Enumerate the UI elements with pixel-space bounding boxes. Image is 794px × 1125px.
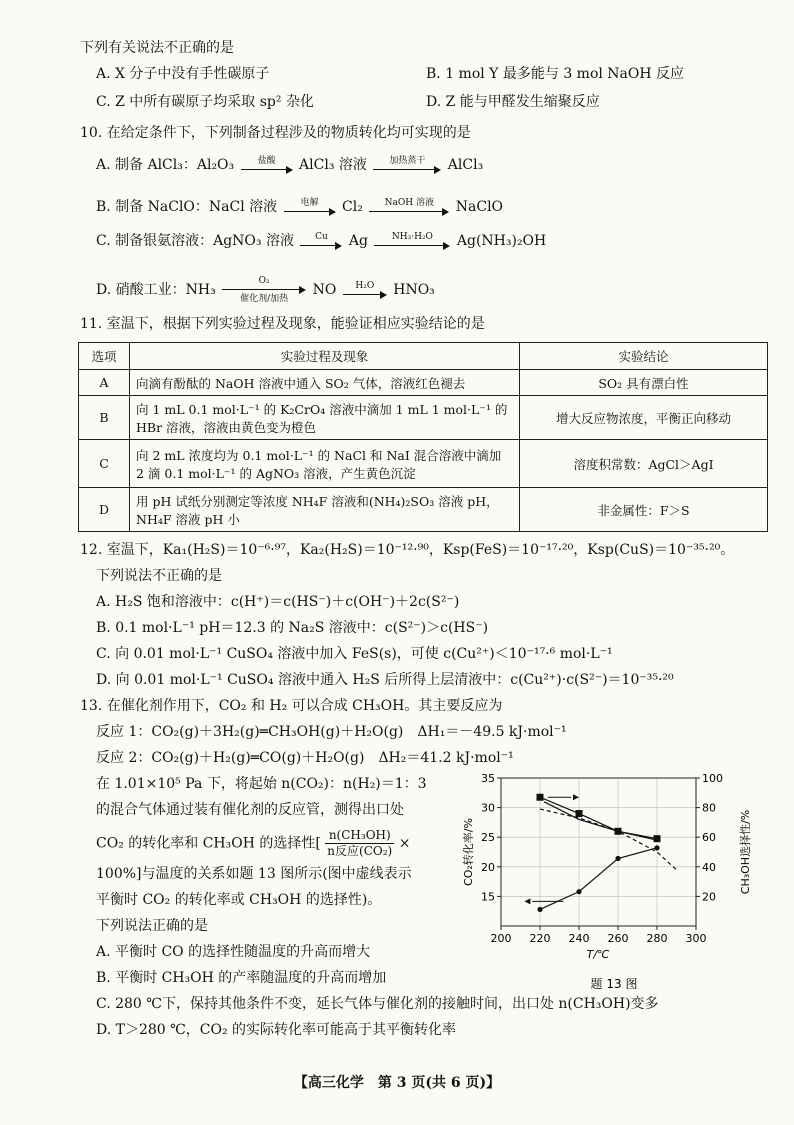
q10-d-arrow1-sublabel: 催化剂/加热: [240, 294, 289, 304]
series-line-0: [540, 797, 657, 838]
arrow-icon: [222, 276, 306, 304]
data-point-square: [537, 794, 544, 801]
table-cell: B: [79, 396, 130, 440]
y-left-tick-label: 35: [481, 772, 495, 785]
arrow-icon: [373, 156, 441, 174]
x-tick-label: 220: [529, 932, 551, 945]
table-cell: C: [79, 440, 130, 488]
arrow-icon: [374, 232, 450, 250]
x-tick-label: 200: [490, 932, 512, 945]
table-row: [79, 440, 768, 488]
q10-b-arrow1-label: 电解: [300, 198, 319, 208]
q11-table: [78, 342, 768, 532]
q10-option-a: [96, 155, 483, 175]
data-point-dot: [576, 889, 581, 894]
q13-reaction-1: 反应 1：CO₂(g)＋3H₂(g)═CH₃OH(g)＋H₂O(g) ΔH₁＝－49.5 kJ·mol⁻¹: [96, 724, 567, 740]
arrow-icon: [300, 232, 342, 250]
table-header: 选项: [79, 343, 130, 370]
x-axis-label: T/℃: [586, 948, 610, 961]
y-right-tick-label: 80: [702, 801, 716, 815]
table-cell: SO₂ 具有漂白性: [520, 370, 768, 396]
series-line-1: [540, 848, 657, 910]
q13-para-6: 下列说法正确的是: [96, 918, 208, 934]
q10-b-end: NaClO: [455, 199, 504, 215]
q13-option-d: D. T＞280 ℃，CO₂ 的实际转化率可能高于其平衡转化率: [96, 1022, 457, 1038]
q13-option-b: B. 平衡时 CH₃OH 的产率随温度的升高而增加: [96, 970, 387, 986]
table-row: [79, 488, 768, 532]
q13-chart: [462, 766, 756, 1028]
fraction-numerator: n(CH₃OH): [325, 828, 394, 844]
q9-option-d: D. Z 能与甲醛发生缩聚反应: [426, 94, 600, 110]
q10-c-pre: C. 制备银氨溶液：AgNO₃ 溶液: [96, 233, 294, 249]
q13-para-3: [96, 828, 410, 859]
selectivity-fraction: [325, 828, 394, 859]
data-point-dot: [654, 845, 659, 850]
table-cell: 向 2 mL 浓度均为 0.1 mol·L⁻¹ 的 NaCl 和 NaI 混合溶液中滴加 2 滴 0.1 mol·L⁻¹ 的 AgNO₃ 溶液，产生黄色沉淀: [130, 440, 520, 488]
table-header-row: [79, 343, 768, 370]
left-axis-arrow-head: [524, 898, 530, 904]
table-cell: 非金属性：F＞S: [520, 488, 768, 532]
x-tick-label: 280: [646, 932, 668, 945]
arrow-icon: [241, 156, 293, 174]
table-cell: 溶度积常数：AgCl＞AgI: [520, 440, 768, 488]
y-right-tick-label: 100: [702, 772, 723, 785]
arrow-icon: [369, 198, 449, 216]
table-header: 实验结论: [520, 343, 768, 370]
q10-d-arrow1-label: O₂: [258, 276, 270, 286]
q10-d-end: HNO₃: [393, 282, 435, 298]
q12-sub: 下列说法不正确的是: [96, 568, 222, 584]
y-right-tick-label: 20: [702, 890, 716, 904]
page-footer: 【高三化学 第 3 页(共 6 页)】: [293, 1075, 501, 1091]
q9-option-b: B. 1 mol Y 最多能与 3 mol NaOH 反应: [426, 66, 685, 82]
table-cell: 用 pH 试纸分别测定等浓度 NH₄F 溶液和(NH₄)₂SO₃ 溶液 pH，NH₄F 溶液 pH 小: [130, 488, 520, 532]
y-right-tick-label: 40: [702, 860, 716, 874]
q10-b-pre: B. 制备 NaClO：NaCl 溶液: [96, 199, 278, 215]
q10-a-arrow2-label: 加热蒸干: [389, 156, 426, 166]
table-header: 实验过程及现象: [130, 343, 520, 370]
q12-option-d: D. 向 0.01 mol·L⁻¹ CuSO₄ 溶液中通入 H₂S 后所得上层清液中：c(Cu²⁺)·c(S²⁻)＝10⁻³⁵·²⁰: [96, 672, 674, 688]
y-left-tick-label: 30: [481, 801, 495, 815]
q9-option-a: A. X 分子中没有手性碳原子: [96, 66, 270, 82]
q12-stem: 12. 室温下，Ka₁(H₂S)＝10⁻⁶·⁹⁷，Ka₂(H₂S)＝10⁻¹²·⁹⁰，Ksp(FeS)＝10⁻¹⁷·²⁰，Ksp(CuS)＝10⁻³⁵·²⁰。: [80, 542, 735, 558]
fraction-denominator: n反应(CO₂): [327, 844, 393, 858]
q13-stem: 13. 在催化剂作用下，CO₂ 和 H₂ 可以合成 CH₃OH。其主要反应为: [80, 698, 503, 714]
q12-option-a: A. H₂S 饱和溶液中：c(H⁺)＝c(HS⁻)＋c(OH⁻)＋2c(S²⁻): [96, 594, 460, 610]
q10-d-pre: D. 硝酸工业：NH₃: [96, 282, 216, 298]
q13-option-c: C. 280 ℃下，保持其他条件不变，延长气体与催化剂的接触时间，出口处 n(CH₃OH)变多: [96, 996, 659, 1012]
table-cell: 增大反应物浓度，平衡正向移动: [520, 396, 768, 440]
q10-option-b: [96, 197, 503, 217]
table-row: [79, 396, 768, 440]
table-cell: A: [79, 370, 130, 396]
data-point-dot: [537, 907, 542, 912]
y-left-tick-label: 25: [481, 831, 495, 845]
arrow-icon: [284, 198, 336, 216]
q9-stem: 下列有关说法不正确的是: [80, 40, 234, 56]
data-point-square: [576, 810, 583, 817]
data-point-square: [654, 835, 661, 842]
q12-option-c: C. 向 0.01 mol·L⁻¹ CuSO₄ 溶液中加入 FeS(s)，可使 c(Cu²⁺)＜10⁻¹⁷·⁶ mol·L⁻¹: [96, 646, 613, 662]
q10-a-arrow1-label: 盐酸: [257, 156, 276, 166]
y-left-tick-label: 15: [481, 890, 495, 904]
x-tick-label: 240: [568, 932, 590, 945]
y-axis-right-label: CH₃OH选择性/%: [739, 809, 752, 895]
table-cell: 向滴有酚酞的 NaOH 溶液中通入 SO₂ 气体，溶液红色褪去: [130, 370, 520, 396]
q10-option-d: [96, 276, 435, 304]
chart-ticks: [481, 772, 723, 945]
q10-d-mid: NO: [312, 282, 337, 298]
q10-a-pre: A. 制备 AlCl₃：Al₂O₃: [96, 157, 235, 173]
data-point-dot: [615, 856, 620, 861]
q13-reaction-2: 反应 2：CO₂(g)＋H₂(g)═CO(g)＋H₂O(g) ΔH₂＝41.2 kJ·mol⁻¹: [96, 750, 514, 766]
q10-a-end: AlCl₃: [447, 157, 484, 173]
q10-c-mid: Ag: [348, 233, 368, 249]
y-right-tick-label: 60: [702, 831, 716, 845]
q13-para-5: 平衡时 CO₂ 的转化率或 CH₃OH 的选择性)。: [96, 892, 382, 908]
right-axis-arrow-head: [573, 794, 579, 800]
q10-c-arrow2-label: NH₃·H₂O: [391, 232, 433, 242]
q11-stem: 11. 室温下，根据下列实验过程及现象，能验证相应实验结论的是: [80, 316, 485, 332]
q10-b-arrow2-label: NaOH 溶液: [384, 198, 434, 208]
chart-caption: 题 13 图: [590, 977, 638, 991]
table-row: [79, 370, 768, 396]
q10-option-c: [96, 231, 546, 251]
table-cell: D: [79, 488, 130, 532]
q10-c-end: Ag(NH₃)₂OH: [456, 233, 547, 249]
q10-a-mid: AlCl₃ 溶液: [299, 157, 367, 173]
q10-b-mid: Cl₂: [342, 199, 363, 215]
q10-c-arrow1-label: Cu: [315, 232, 328, 242]
x-tick-label: 260: [607, 932, 629, 945]
q12-option-b: B. 0.1 mol·L⁻¹ pH＝12.3 的 Na₂S 溶液中：c(S²⁻)＞c(HS⁻): [96, 620, 489, 636]
q13-para-1: 在 1.01×10⁵ Pa 下，将起始 n(CO₂)：n(H₂)＝1：3: [96, 776, 427, 792]
q10-stem: 10. 在给定条件下，下列制备过程涉及的物质转化均可实现的是: [80, 125, 471, 141]
q9-option-c: C. Z 中所有碳原子均采取 sp² 杂化: [96, 94, 314, 110]
arrow-icon: [343, 281, 387, 299]
x-tick-label: 300: [685, 932, 707, 945]
q13-para-2: 的混合气体通过装有催化剂的反应管，测得出口处: [96, 802, 404, 818]
chart-series: [524, 794, 676, 912]
q13-para-3-text: CO₂ 的转化率和 CH₃OH 的选择性[: [96, 835, 321, 852]
y-axis-left-label: CO₂转化率/%: [462, 818, 475, 886]
q10-d-arrow2-label: H₂O: [355, 281, 375, 291]
q13-times: ×: [398, 835, 411, 852]
y-left-tick-label: 20: [481, 860, 495, 874]
table-cell: 向 1 mL 0.1 mol·L⁻¹ 的 K₂CrO₄ 溶液中滴加 1 mL 1 mol·L⁻¹ 的 HBr 溶液，溶液由黄色变为橙色: [130, 396, 520, 440]
q13-option-a: A. 平衡时 CO 的选择性随温度的升高而增大: [96, 944, 371, 960]
q13-para-4: 100%]与温度的关系如题 13 图所示(图中虚线表示: [96, 866, 412, 882]
